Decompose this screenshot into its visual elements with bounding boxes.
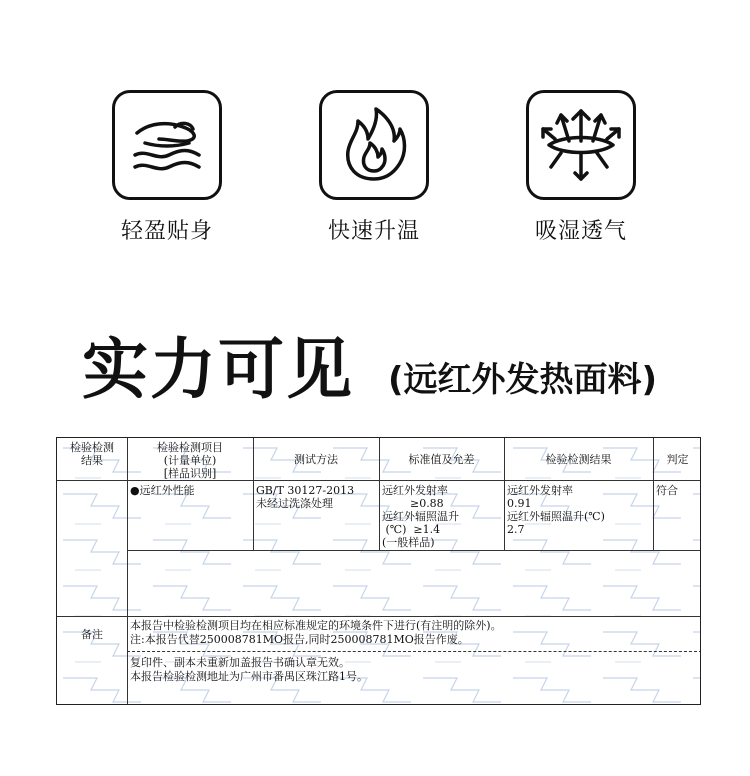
row-divider xyxy=(57,480,701,481)
remarks-line: 复印件、副本未重新加盖报告书确认章无效。 xyxy=(130,656,350,669)
lightweight-hand-icon xyxy=(115,93,219,197)
feature-label-warming: 快速升温 xyxy=(327,219,420,244)
header-test-item: 检验检测项目 (计量单位) [样品识别] xyxy=(157,441,223,480)
page-subtitle: (远红外发热面料) xyxy=(388,360,658,400)
page-title: 实力可见 xyxy=(82,331,354,408)
standard-value: 远红外发射率 ≥0.88 远红外辐照温升 (℃) ≥1.4 (一般样品) xyxy=(382,484,459,549)
header-result-group: 检验检测 结果 xyxy=(70,441,114,467)
remarks-line: 注:本报告代替250008781MO报告,同时250008781MO报告作废。 xyxy=(130,633,469,646)
flame-icon xyxy=(322,93,426,197)
result-value: 远红外发射率 0.91 远红外辐照温升(℃) 2.7 xyxy=(507,484,605,536)
remarks-line: 本报告检验检测地址为广州市番禺区珠江路1号。 xyxy=(130,670,368,683)
header-verdict: 判定 xyxy=(666,453,689,466)
feature-label-lightweight: 轻盈贴身 xyxy=(120,219,213,244)
remarks-line: 本报告中检验检测项目均在相应标准规定的环境条件下进行(有注明的除外)。 xyxy=(130,619,502,632)
item-far-infrared: ●远红外性能 xyxy=(130,484,195,497)
breathable-arrows-icon xyxy=(529,93,633,197)
remarks-divider xyxy=(127,651,701,652)
test-report-table xyxy=(56,437,701,705)
breathable-icon-box xyxy=(526,90,636,200)
header-test-result: 检验检测结果 xyxy=(545,453,612,466)
feature-label-breathable: 吸湿透气 xyxy=(534,219,627,244)
row-divider xyxy=(57,616,701,617)
lightweight-icon-box xyxy=(112,90,222,200)
warming-icon-box xyxy=(319,90,429,200)
row-divider xyxy=(127,550,701,551)
remarks-label: 备注 xyxy=(81,628,103,641)
header-standard: 标准值及允差 xyxy=(408,453,475,466)
method-value: GB/T 30127-2013 未经过洗涤处理 xyxy=(256,484,355,510)
header-test-method: 测试方法 xyxy=(294,453,338,466)
verdict-value: 符合 xyxy=(656,484,678,497)
